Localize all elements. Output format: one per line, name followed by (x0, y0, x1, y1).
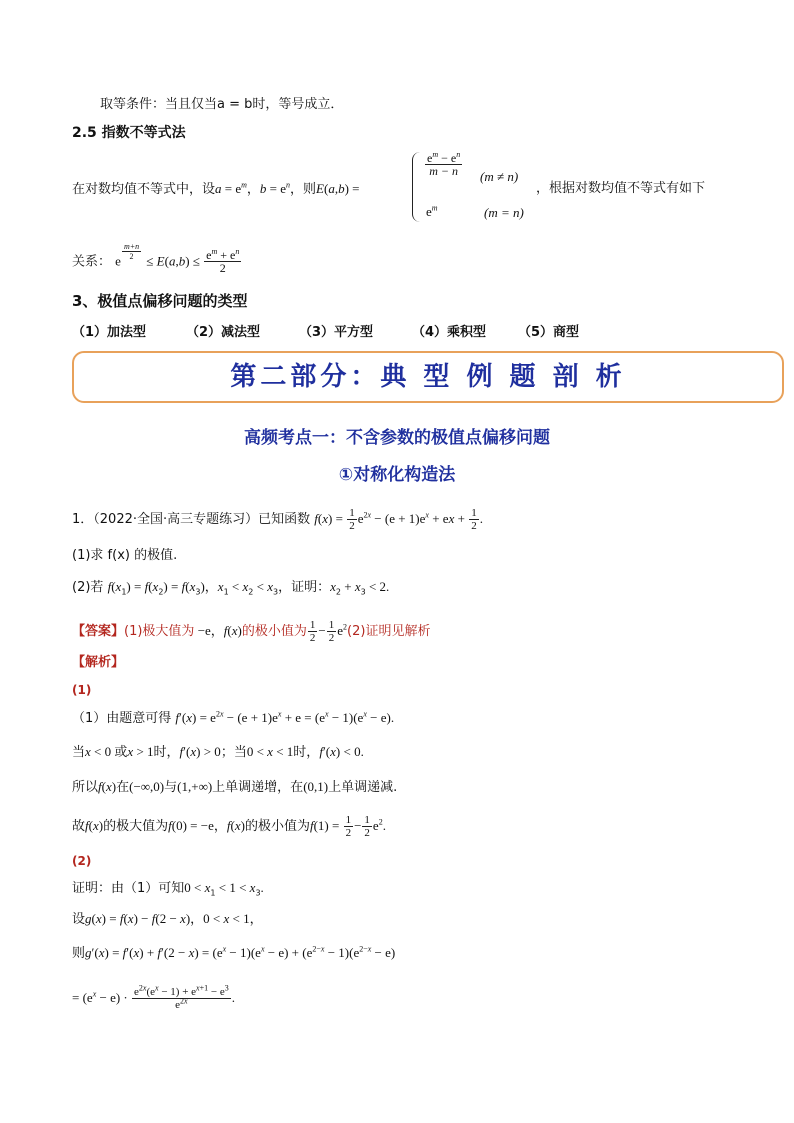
answer-label: 【答案】 (72, 624, 125, 639)
q2-prove: ，证明： (278, 580, 331, 595)
step3-and: 与 (164, 780, 178, 795)
question-2: (2)若 $f(x_1) = f(x_2) = f(x_3)$，$x_1 < x_2 < x_3$，证明：$x_2 + x_3 < 2$. (72, 579, 390, 597)
log-mean-then: ，则 (290, 182, 317, 197)
log-mean-pre: 在对数均值不等式中，设 (72, 182, 216, 197)
problem-intro: 1．（2022·全国·高三专题练习）已知函数 (72, 512, 311, 527)
type-5: （5）商型 (518, 325, 580, 340)
part-two-banner: 第二部分：典 型 例 题 剖 析 (72, 351, 784, 403)
equality-condition-line: 取等条件：当且仅当a = b时，等号成立． (100, 97, 344, 112)
step4-a: 故 (72, 819, 86, 834)
answer-proof: (2)证明见解析 (347, 624, 431, 639)
proof3-a: 则 (72, 946, 86, 961)
step-3: 所以f(x)在(−∞,0)与(1,+∞)上单调递增，在(0,1)上单调递减. (72, 779, 398, 795)
proof2-a: 设 (72, 912, 86, 927)
problem-statement: 1．（2022·全国·高三专题练习）已知函数 f(x) = $\frac{1}{2}$ $e^{2x} - (e + 1)e^x$ + ex + $\frac{1}{2}$ . (72, 507, 483, 532)
method-title: ①对称化构造法 (338, 465, 456, 485)
step2-b: 时， (153, 745, 180, 760)
analysis-label: 【解析】 (72, 655, 125, 670)
relation-line: 关系： e $^{\frac{m+n}{2}}$ ≤ E(a,b) ≤ $\frac{e^m + e^n}{2}$ (72, 242, 240, 276)
case-brace (412, 152, 421, 222)
relation-label: 关系： (72, 254, 112, 270)
log-mean-post: ，根据对数均值不等式有如下 (536, 181, 706, 196)
type-4: （4）乘积型 (412, 325, 487, 340)
proof-3: 则$g'(x) = f'(x) + f'(2 - x) = (e^x - 1)(e^x - e) + (e^{2-x} - 1)(e^{2-x} - e)$ (72, 944, 396, 961)
proof-4: = $(e^x - e)$ · $\frac{e^{2x}(e^x - 1) + e^{x+1} - e^3}{e^{2x}}$ . (72, 983, 235, 1011)
case-bottom-condition: (m = n) (484, 205, 524, 220)
step3-dec: 上单调递减. (328, 780, 398, 795)
case-top-condition: (m ≠ n) (480, 169, 519, 184)
step2-a: 当 (72, 745, 86, 760)
step-1: （1）由题意可得 $f'(x) = e^{2x} - (e + 1)e^x + e = (e^x - 1)(e^x - e)$. (72, 709, 395, 726)
part-2-label: (2) (72, 854, 92, 868)
step4-c: 的极小值为 (244, 819, 310, 834)
log-mean-line: 在对数均值不等式中，设$a = e^m$，$b = e^n$，则E(a,b) = (72, 180, 360, 197)
high-frequency-title: 高频考点一：不含参数的极值点偏移问题 (244, 428, 550, 448)
step2-c: ；当 (220, 745, 247, 760)
type-2: （2）减法型 (186, 325, 261, 340)
step2-d: 时， (293, 745, 320, 760)
step-2: 当x < 0 或x > 1时，f′(x) > 0；当0 < x < 1时，f′(x) < 0. (72, 744, 364, 760)
proof-2: 设g(x) = f(x) − f(2 − x)，0 < x < 1， (72, 911, 263, 927)
question-1: (1)求 f(x) 的极值. (72, 548, 178, 563)
step1-text: （1）由题意可得 (72, 711, 172, 726)
step3-inc: 上单调递增，在 (212, 780, 304, 795)
section-2-5-title: 2.5 指数不等式法 (72, 125, 186, 141)
proof1-text: 证明：由（1）可知 (72, 881, 185, 896)
case-top-fraction: $\frac{e^m - e^n}{m - n}$ (427, 150, 461, 178)
section-3-title: 3、极值点偏移问题的类型 (72, 292, 248, 310)
step2-or: 或 (114, 745, 128, 760)
answer-max: (1)极大值为 (124, 624, 195, 639)
step-4: 故f(x)的极大值为f(0) = −e，f(x)的极小值为f(1) = $\frac{1}{2}$ − $\frac{1}{2}$ $e^2$. (72, 814, 386, 839)
type-1: （1）加法型 (72, 325, 147, 340)
case-bottom-value: $e^m$ (426, 203, 438, 219)
step3-b: 在 (116, 780, 130, 795)
answer-line: 【答案】(1)极大值为 −e，f(x)的极小值为 $\frac{1}{2}$ − $\frac{1}{2}$ $e^2(2)$证明见解析 (72, 619, 431, 644)
proof-1: 证明：由（1）可知$0 < x_1 < 1 < x_3$. (72, 880, 264, 898)
q2-pre: (2)若 (72, 580, 104, 595)
step3-a: 所以 (72, 780, 99, 795)
answer-min: 的极小值为 (241, 624, 307, 639)
type-3: （3）平方型 (299, 325, 374, 340)
step4-b: 的极大值为 (103, 819, 169, 834)
part-1-label: (1) (72, 683, 92, 697)
